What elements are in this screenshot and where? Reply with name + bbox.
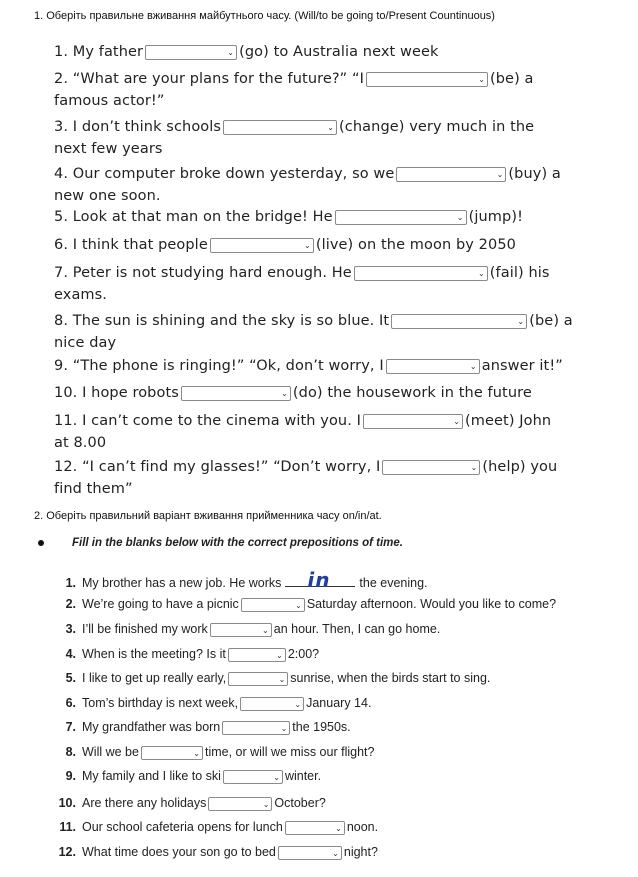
item-text-after: an hour. Then, I can go home. [273,622,441,636]
item-text-before: I’ll be finished my work [82,622,208,636]
item-text-after: night? [343,845,378,859]
item-text-before: 7. Peter is not studying hard enough. He [54,265,352,281]
item-text-before: 12. “I can’t find my glasses!” “Don’t worry, I [54,459,381,475]
chevron-down-icon: ⌄ [456,212,464,222]
bullet-icon [38,540,44,546]
preposition-item [56,744,374,760]
item-number: 10. [58,796,76,810]
item-text-before: Our school cafeteria opens for lunch [82,820,283,834]
preposition-item [56,596,556,612]
item-text-continued: famous actor!” [54,93,165,109]
answer-dropdown[interactable] [240,697,304,711]
item-number: 1. [65,576,76,590]
item-number: 2. [65,597,76,611]
exercise-item [54,262,632,306]
exercise-item [54,234,632,256]
item-text-before: 10. I hope robots [54,385,179,401]
chevron-down-icon: ⌄ [477,268,485,278]
answer-dropdown[interactable] [181,386,291,401]
item-text-before: 6. I think that people [54,237,208,253]
item-text-after: noon. [346,820,379,834]
item-text-before: 4. Our computer broke down yesterday, so we [54,166,395,182]
chevron-down-icon: ⌄ [294,699,302,709]
item-number: 11. [59,820,76,834]
answer-dropdown[interactable] [228,648,286,662]
item-text-after: (buy) a [508,166,561,182]
item-text-after: winter. [284,769,322,783]
item-text-before: 9. “The phone is ringing!” “Ok, don’t worry, I [54,358,384,374]
item-text-continued: new one soon. [54,188,161,204]
chevron-down-icon: ⌄ [496,169,504,179]
answer-dropdown[interactable] [208,797,272,811]
item-text-after: (be) a [490,71,534,87]
instruction-text: Fill in the blanks below with the correct prepositions of time. [72,537,403,549]
chevron-down-icon: ⌄ [262,799,270,809]
answer-dropdown[interactable] [354,266,488,281]
answer-dropdown[interactable] [210,238,314,253]
item-text-before: Are there any holidays [82,796,207,810]
preposition-item [56,621,440,637]
chevron-down-icon: ⌄ [470,462,478,472]
answer-dropdown[interactable] [363,414,463,429]
item-text-after: (change) very much in the [339,119,535,135]
section2-heading: 2. Оберіть правильний варіант вживання прийменника часу on/in/at. [34,510,382,522]
item-text-after: (do) the housework in the future [292,385,532,401]
answer-dropdown[interactable] [278,846,342,860]
answer-dropdown[interactable] [223,770,283,784]
chevron-down-icon: ⌄ [335,823,342,833]
answer-dropdown[interactable] [391,314,527,329]
exercise-item [54,355,632,377]
exercise-item [54,382,632,404]
exercise-item [54,206,632,228]
answer-dropdown[interactable] [335,210,467,225]
answer-dropdown[interactable] [241,598,305,612]
preposition-item [56,768,321,784]
exercise-item [54,41,632,63]
preposition-item [56,795,326,811]
answer-dropdown[interactable] [382,460,480,475]
exercise-item [54,116,632,160]
chevron-down-icon: ⌄ [276,650,283,660]
item-text-after: Saturday afternoon. Would you like to come? [306,597,557,611]
chevron-down-icon: ⌄ [281,388,288,398]
item-text-after: (jump)! [468,209,523,225]
answer-dropdown[interactable] [223,120,337,135]
preposition-item [56,719,351,735]
handwritten-answer: in [307,568,331,592]
answer-dropdown[interactable] [366,72,488,87]
item-text-after: January 14. [306,696,372,710]
instruction-row [38,537,403,549]
item-text-before: 3. I don’t think schools [54,119,222,135]
item-text-after: time, or will we miss our flight? [204,745,375,759]
item-text-after: 2:00? [287,647,320,661]
chevron-down-icon: ⌄ [304,240,311,250]
answer-dropdown[interactable] [386,359,480,374]
item-text-after: (be) a [529,313,573,329]
item-number: 8. [65,745,76,759]
item-number: 3. [65,622,76,636]
item-number: 12. [58,845,76,859]
item-number: 5. [65,671,76,685]
answer-dropdown[interactable] [141,746,203,760]
chevron-down-icon: ⌄ [295,600,302,610]
chevron-down-icon: ⌄ [478,74,485,84]
exercise-item [54,68,632,112]
item-text-before: Tom’s birthday is next week, [82,696,239,710]
item-text-continued: find them” [54,481,133,497]
item-number: 6. [65,696,76,710]
item-text-before: 1. My father [54,44,144,60]
item-text-continued: exams. [54,287,108,303]
item-text-continued: nice day [54,335,117,351]
chevron-down-icon: ⌄ [469,361,477,371]
answer-dropdown[interactable] [210,623,272,637]
item-text-after: answer it!” [481,358,563,374]
item-text-after: (go) to Australia next week [239,44,439,60]
item-text-after: October? [274,796,326,810]
item-text-before: When is the meeting? Is it [82,647,226,661]
answer-dropdown[interactable] [145,45,237,60]
item-text-before: 8. The sun is shining and the sky is so blue. It [54,313,390,329]
item-text-before: What time does your son go to bed [82,845,276,859]
exercise-item [54,410,632,454]
exercise-item [54,310,632,354]
item-text-before: 11. I can’t come to the cinema with you. I [54,413,362,429]
chevron-down-icon: ⌄ [280,723,288,733]
item-text-before: 2. “What are your plans for the future?” “I [54,71,364,87]
item-text-after: (live) on the moon by 2050 [315,237,516,253]
item-text-before: My grandfather was born [82,720,221,734]
chevron-down-icon: ⌄ [278,674,286,684]
preposition-item [56,819,378,835]
preposition-item [56,570,428,591]
chevron-down-icon: ⌄ [193,748,200,758]
item-number: 7. [65,720,76,734]
item-text-before: My family and I like to ski [82,769,221,783]
item-text-before: We’re going to have a picnic [82,597,239,611]
chevron-down-icon: ⌄ [327,122,335,132]
item-text-before: Will we be [82,745,139,759]
item-text-before: My brother has a new job. He works [82,576,282,590]
item-number: 4. [65,647,76,661]
item-text-continued: next few years [54,141,163,157]
item-text-before: I like to get up really early, [82,671,227,685]
answer-blank [285,568,355,592]
item-text-before: 5. Look at that man on the bridge! He [54,209,333,225]
item-text-after: (meet) John [465,413,552,429]
exercise-item [54,163,632,207]
item-text-after: the 1950s. [292,720,351,734]
item-text-continued: at 8.00 [54,435,107,451]
preposition-item [56,844,378,860]
chevron-down-icon: ⌄ [273,772,280,782]
answer-dropdown[interactable] [228,672,288,686]
section1-heading: 1. Оберіть правильне вживання майбутнього часу. (Will/to be going to/Present Countinuous) [34,10,495,22]
item-text-after: the evening. [359,576,428,590]
chevron-down-icon: ⌄ [453,416,461,426]
item-text-after: (help) you [482,459,558,475]
item-number: 9. [65,769,76,783]
item-text-after: (fail) his [489,265,550,281]
preposition-item [56,646,319,662]
chevron-down-icon: ⌄ [332,848,339,858]
preposition-item [56,695,371,711]
answer-dropdown[interactable] [222,721,290,735]
chevron-down-icon: ⌄ [227,47,235,57]
answer-dropdown[interactable] [396,167,506,182]
answer-dropdown[interactable] [285,821,345,835]
item-text-after: sunrise, when the birds start to sing. [290,671,491,685]
chevron-down-icon: ⌄ [262,625,269,635]
chevron-down-icon: ⌄ [517,316,525,326]
preposition-item [56,670,490,686]
exercise-item [54,456,632,500]
